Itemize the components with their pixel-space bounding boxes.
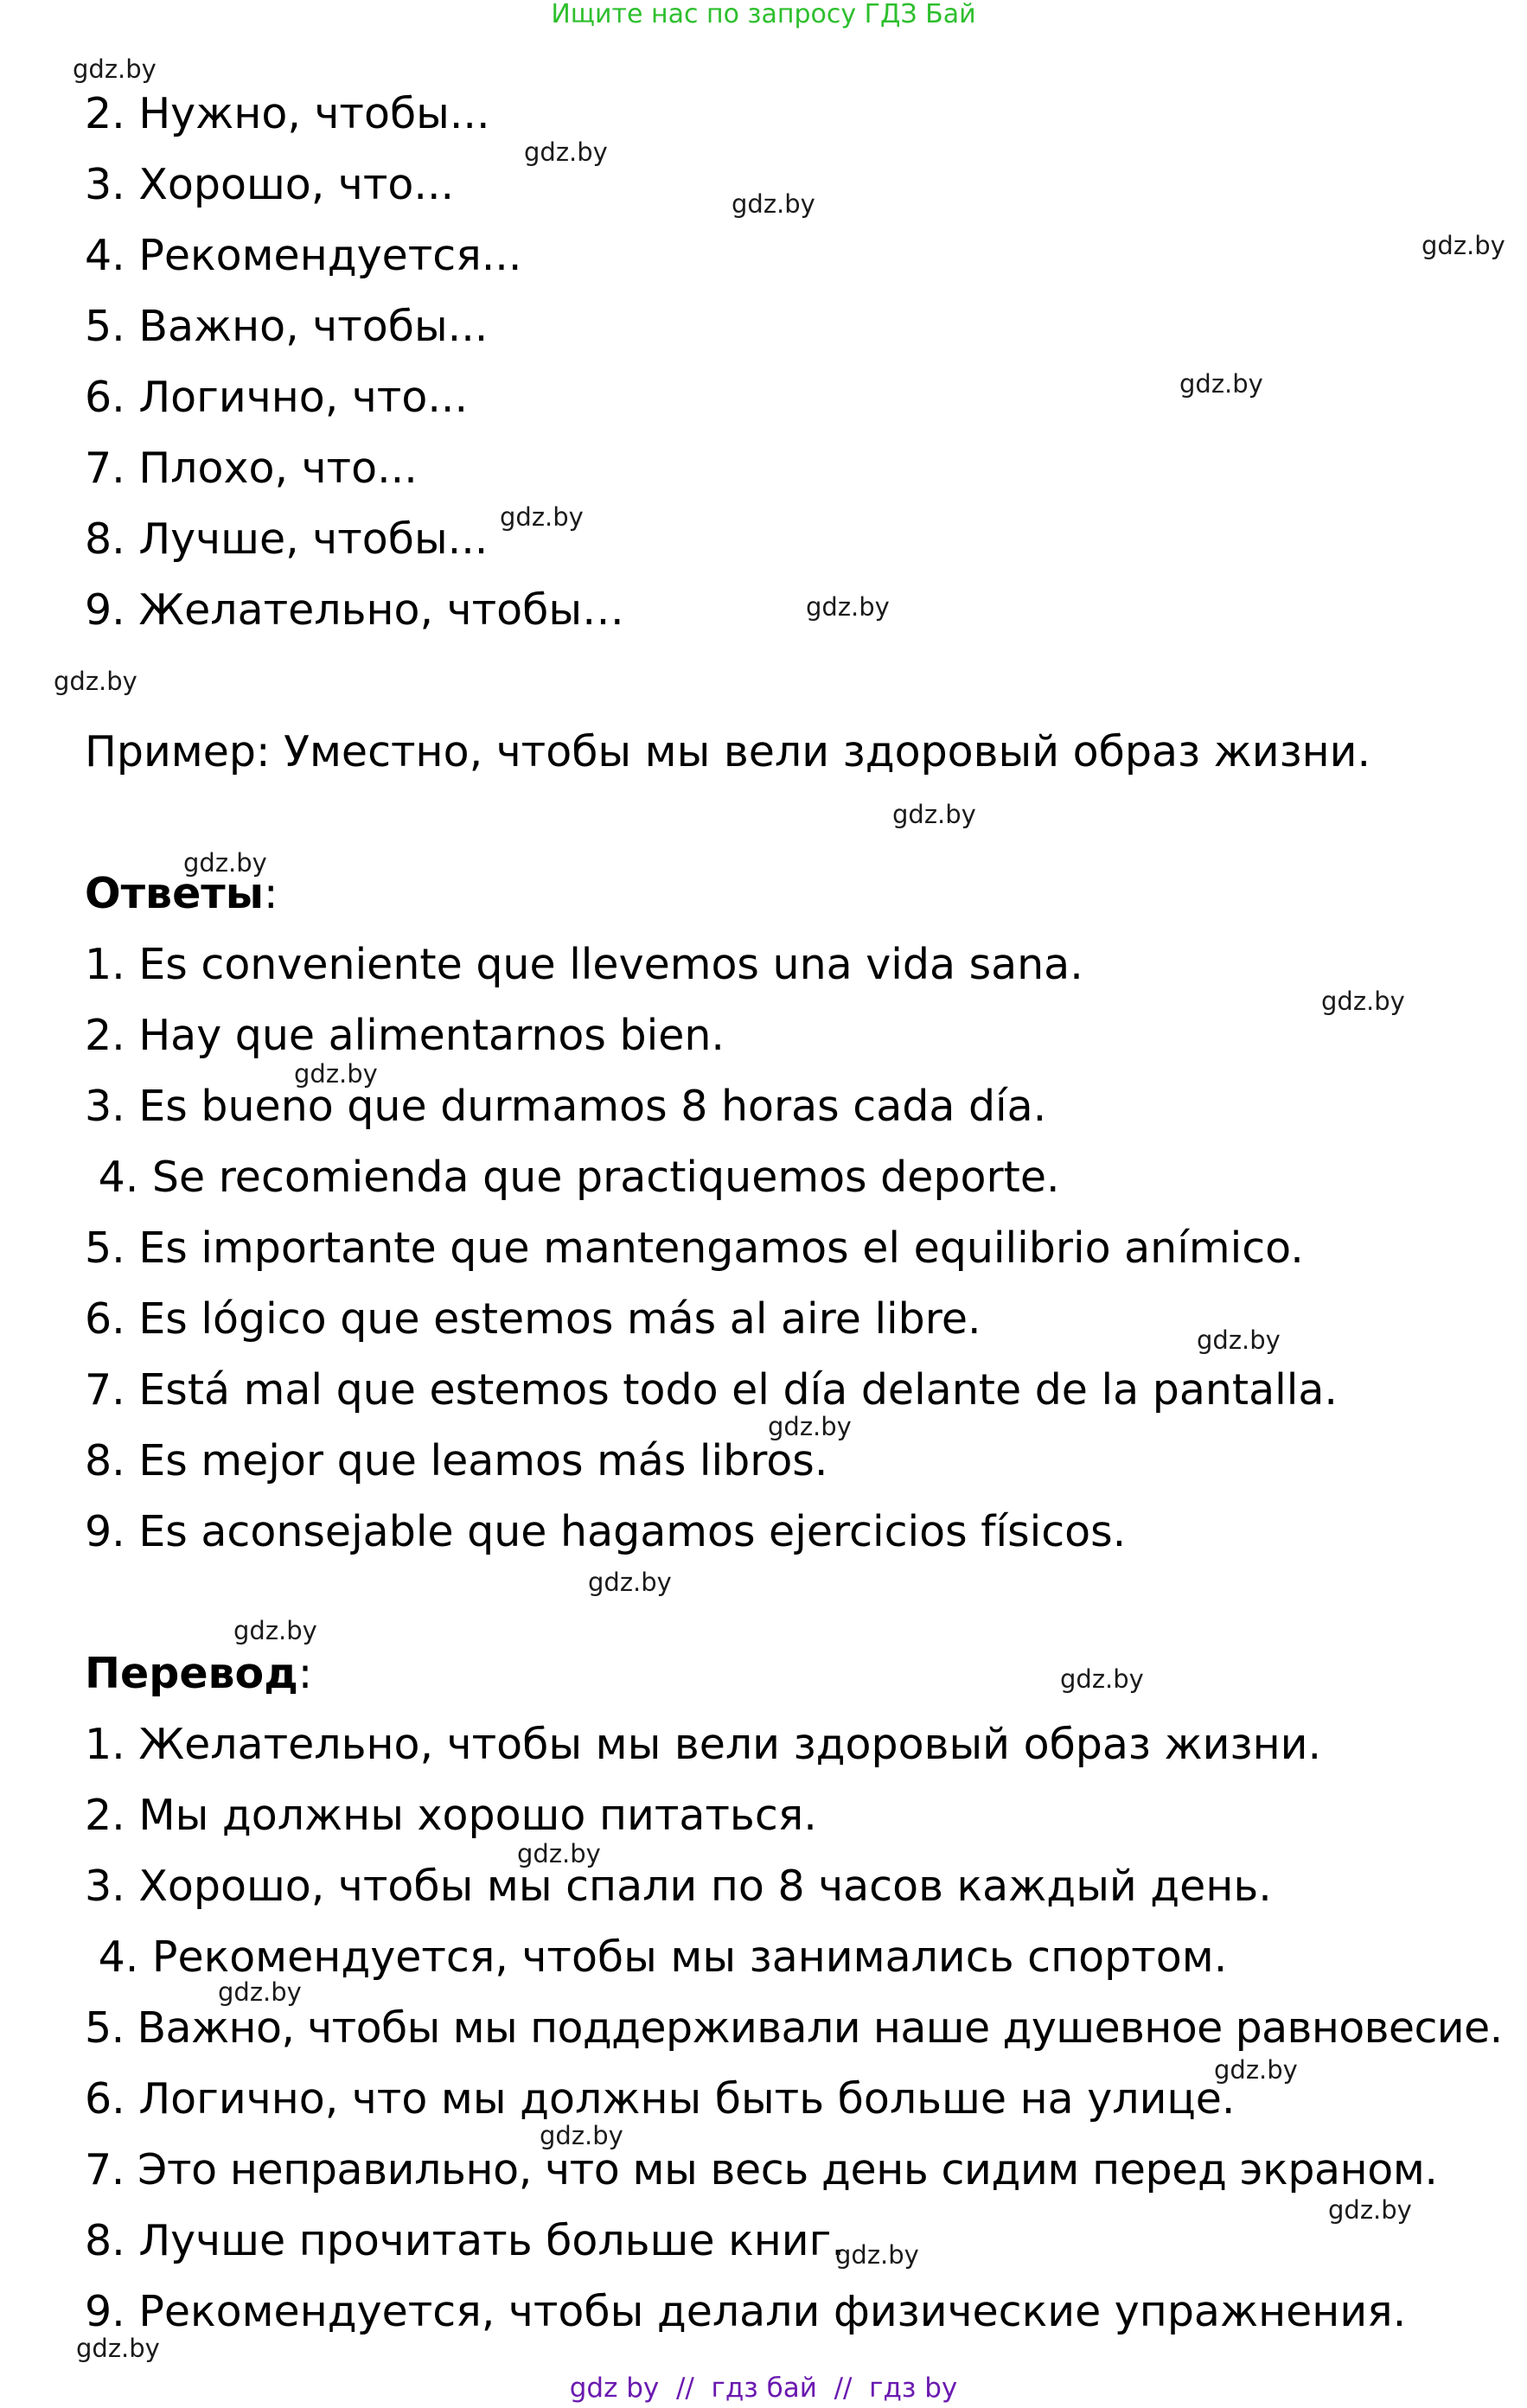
watermark: gdz.by [1422, 231, 1505, 260]
translation-item: 9. Рекомендуется, чтобы делали физические упражнения. [85, 2287, 1407, 2336]
translation-item: 4. Рекомендуется, чтобы мы занимались спортом. [85, 1932, 1228, 1982]
answers-heading-colon: : [264, 869, 278, 918]
watermark: gdz.by [73, 54, 157, 84]
prompt-item: 2. Нужно, чтобы... [85, 89, 490, 138]
translation-item: 6. Логично, что мы должны быть больше на улице. [85, 2074, 1236, 2124]
prompt-item: 6. Логично, что... [85, 373, 469, 422]
answer-item: 5. Es importante que mantengamos el equilibrio anímico. [85, 1223, 1304, 1273]
answer-item: 1. Es conveniente que llevemos una vida sana. [85, 940, 1083, 989]
watermark: gdz.by [54, 667, 137, 696]
translation-item: 5. Важно, чтобы мы поддерживали наше душевное равновесие. [85, 2003, 1503, 2053]
watermark: gdz.by [517, 1839, 601, 1868]
answer-item: 4. Se recomienda que practiquemos deporte. [85, 1153, 1060, 1202]
footer-watermark-links: gdz by // гдз бай // гдз by [569, 2373, 958, 2404]
watermark: gdz.by [1321, 987, 1405, 1016]
prompt-item: 7. Плохо, что... [85, 444, 418, 493]
watermark: gdz.by [218, 1977, 302, 2007]
translation-item: 2. Мы должны хорошо питаться. [85, 1791, 817, 1840]
example-sentence: Пример: Уместно, чтобы мы вели здоровый образ жизни. [85, 727, 1371, 776]
prompt-item: 4. Рекомендуется... [85, 231, 522, 280]
watermark: gdz.by [732, 189, 815, 219]
translation-item: 1. Желательно, чтобы мы вели здоровый образ жизни. [85, 1720, 1322, 1769]
watermark: gdz.by [540, 2121, 623, 2150]
watermark: gdz.by [892, 800, 976, 829]
prompt-item: 8. Лучше, чтобы... [85, 514, 489, 564]
answer-item: 2. Hay que alimentarnos bien. [85, 1011, 725, 1060]
watermark: gdz.by [1214, 2055, 1298, 2085]
answers-heading-text: Ответы [85, 869, 265, 918]
watermark: gdz.by [294, 1059, 378, 1089]
watermark: gdz.by [76, 2334, 160, 2363]
watermark: gdz.by [768, 1412, 852, 1441]
watermark: gdz.by [500, 502, 584, 532]
watermark: gdz.by [806, 592, 890, 622]
translation-heading-text: Перевод [85, 1649, 298, 1698]
translation-item: 7. Это неправильно, что мы весь день сидим перед экраном. [85, 2145, 1438, 2194]
watermark: gdz.by [588, 1568, 672, 1597]
translation-item: 8. Лучше прочитать больше книг. [85, 2216, 845, 2265]
watermark: gdz.by [1179, 369, 1263, 399]
answer-item: 8. Es mejor que leamos más libros. [85, 1436, 828, 1485]
translation-item: 3. Хорошо, чтобы мы спали по 8 часов каждый день. [85, 1862, 1272, 1911]
watermark: gdz.by [1197, 1325, 1281, 1355]
translation-heading-colon: : [297, 1649, 313, 1698]
watermark: gdz.by [524, 137, 608, 167]
watermark: gdz.by [835, 2240, 919, 2270]
prompt-item: 9. Желательно, чтобы… [85, 585, 625, 635]
prompt-item: 3. Хорошо, что... [85, 160, 455, 209]
answer-item: 3. Es bueno que durmamos 8 horas cada día. [85, 1082, 1047, 1131]
answer-item: 7. Está mal que estemos todo el día delante de la pantalla. [85, 1365, 1338, 1415]
prompt-item: 5. Важно, чтобы... [85, 302, 489, 351]
answer-item: 9. Es aconsejable que hagamos ejercicios físicos. [85, 1507, 1127, 1556]
watermark: gdz.by [233, 1616, 317, 1645]
answer-item: 6. Es lógico que estemos más al aire libre. [85, 1294, 981, 1344]
watermark: gdz.by [1328, 2195, 1412, 2225]
watermark: gdz.by [183, 848, 267, 878]
top-banner: Ищите нас по запросу ГДЗ Бай [551, 0, 976, 29]
translation-heading [85, 1648, 312, 1700]
watermark: gdz.by [1060, 1664, 1144, 1694]
